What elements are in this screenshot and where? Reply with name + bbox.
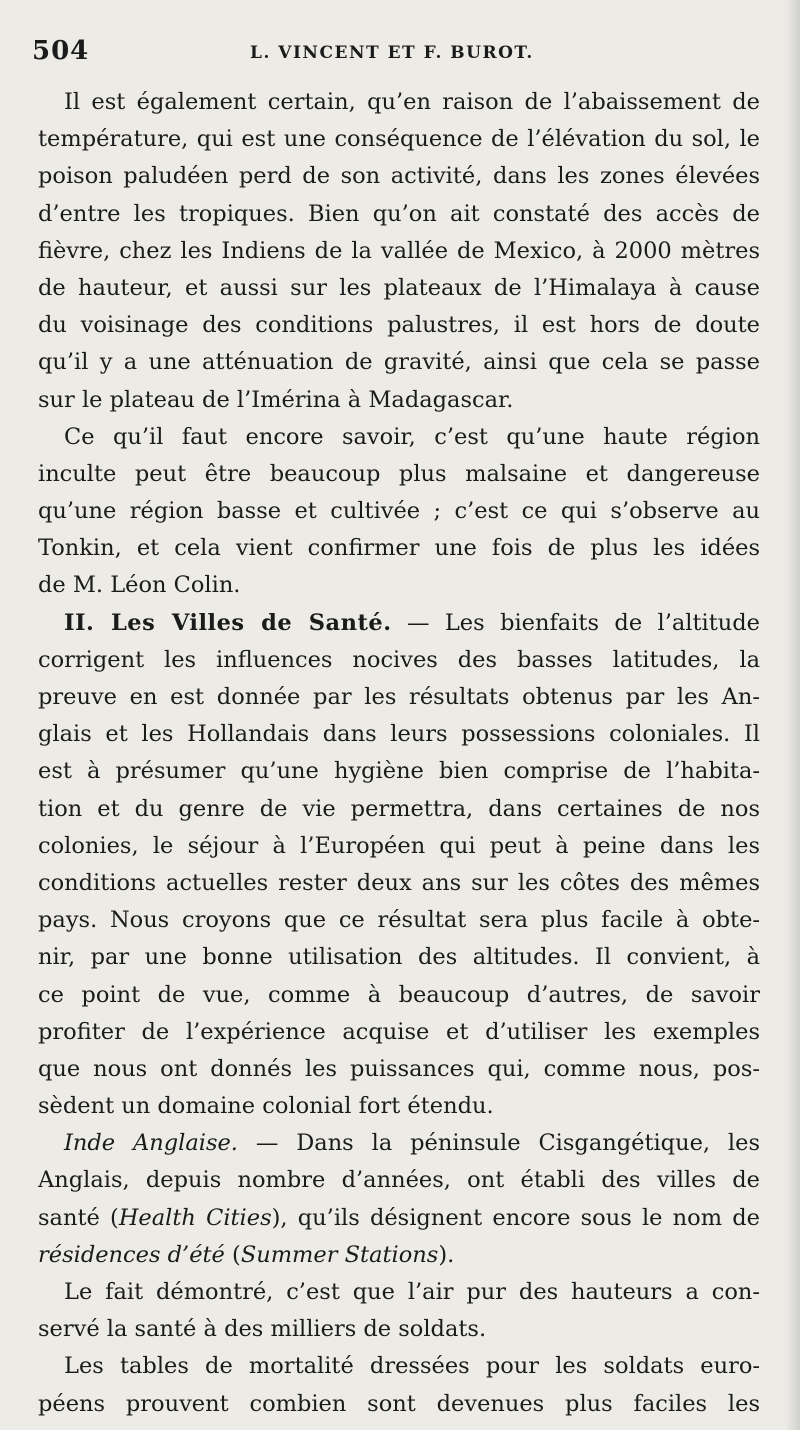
text-line: du voisinage des conditions palustres, il est hors de doute	[38, 312, 760, 339]
body-text	[38, 84, 760, 1423]
text-run: — Dans la péninsule Cisgangétique, les	[237, 1130, 760, 1157]
text-line: profiter de l’expérience acquise et d’utiliser les exemples	[38, 1018, 760, 1045]
text-run: santé (	[38, 1204, 119, 1231]
text-line: Anglais, depuis nombre d’années, ont établi des villes de	[38, 1167, 760, 1194]
text-run: ), qu’ils désignent encore sous le nom de	[271, 1204, 760, 1231]
text-line: conditions actuelles rester deux ans sur les côtes des mêmes	[38, 869, 760, 896]
text-line: d’entre les tropiques. Bien qu’on ait constaté des accès de	[38, 200, 760, 227]
running-head	[32, 36, 762, 76]
text-line: nir, par une bonne utilisation des altitudes. Il convient, à	[38, 944, 760, 971]
text-run: ).	[438, 1241, 455, 1268]
text-line: Le fait démontré, c’est que l’air pur des hauteurs a con-	[64, 1279, 760, 1305]
section-heading: II. Les Villes de Santé.	[64, 609, 392, 636]
page-gutter-shadow	[786, 0, 800, 1430]
text-line: que nous ont donnés les puissances qui, comme nous, pos-	[38, 1055, 760, 1082]
subsection-title: Inde Anglaise.	[64, 1130, 238, 1157]
text-line: qu’une région basse et cultivée ; c’est ce qui s’observe au	[38, 498, 760, 525]
text-line: est à présumer qu’une hygiène bien comprise de l’habita-	[38, 758, 760, 785]
text-line: qu’il y a une atténuation de gravité, ainsi que cela se passe	[38, 349, 760, 376]
text-line: Il est également certain, qu’en raison de l’abaissement de	[64, 89, 760, 115]
page-number: 504	[32, 36, 90, 66]
text-line: tion et du genre de vie permettra, dans certaines de nos	[38, 795, 760, 822]
text-line: preuve en est donnée par les résultats obtenus par les An-	[38, 684, 760, 710]
text-line: de hauteur, et aussi sur les plateaux de l’Himalaya à cause	[38, 274, 760, 301]
section-heading-line	[38, 605, 760, 642]
text-line: ce point de vue, comme à beaucoup d’autres, de savoir	[38, 981, 760, 1008]
text-line: poison paludéen perd de son activité, dans les zones élevées	[38, 163, 760, 190]
italic-term: résidences d’été	[38, 1241, 225, 1268]
text-line: servé la santé à des milliers de soldats.	[38, 1316, 487, 1343]
text-line: sur le plateau de l’Imérina à Madagascar.	[38, 386, 514, 413]
text-run: — Les bienfaits de l’altitude	[391, 609, 760, 636]
text-line: température, qui est une conséquence de l’élévation du sol, le	[38, 126, 760, 153]
running-title: L. VINCENT ET F. BUROT.	[250, 43, 534, 63]
text-line: corrigent les influences nocives des basses latitudes, la	[38, 646, 760, 673]
text-line: colonies, le séjour à l’Européen qui peut à peine dans les	[38, 832, 760, 859]
text-line: Ce qu’il faut encore savoir, c’est qu’une haute région	[64, 423, 760, 450]
italic-term: Health Cities	[118, 1204, 272, 1231]
text-line: inculte peut être beaucoup plus malsaine et dangereuse	[38, 460, 760, 487]
text-line: Les tables de mortalité dressées pour les soldats euro-	[64, 1353, 760, 1380]
text-line	[38, 1237, 760, 1274]
text-line: fièvre, chez les Indiens de la vallée de Mexico, à 2000 mètres	[38, 237, 760, 264]
subsection-line	[38, 1125, 760, 1162]
text-line: sèdent un domaine colonial fort étendu.	[38, 1093, 494, 1120]
text-line: de M. Léon Colin.	[38, 572, 241, 599]
text-line: glais et les Hollandais dans leurs possessions coloniales. Il	[38, 721, 760, 748]
text-run: (	[224, 1241, 241, 1268]
text-line: pays. Nous croyons que ce résultat sera plus facile à obte-	[38, 907, 760, 934]
text-line: Tonkin, et cela vient confirmer une fois de plus les idées	[38, 535, 760, 562]
text-line	[38, 1200, 760, 1237]
text-line: péens prouvent combien sont devenues plus faciles les	[38, 1390, 760, 1417]
italic-term: Summer Stations	[240, 1241, 439, 1268]
